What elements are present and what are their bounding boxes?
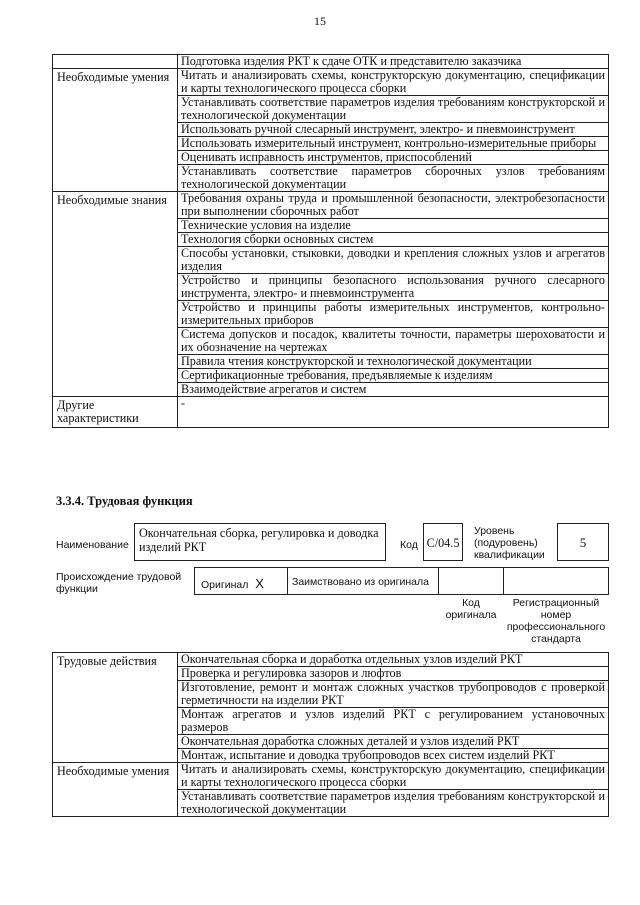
table-cell: Способы установки, стыковки, доводки и крепления сложных узлов и агрегатов изделия xyxy=(178,247,609,274)
table-cell: Правила чтения конструкторской и технологической документации xyxy=(178,355,609,369)
level-value-box xyxy=(557,523,609,561)
table-cell: Требования охраны труда и промышленной безопасности, электробезопасности при выполнении сборочных работ xyxy=(178,192,609,219)
table-cell: Устройство и принципы работы измерительных инструментов, контрольно-измерительных приборов xyxy=(178,301,609,328)
table-cell: Устанавливать соответствие параметров изделия требованиям конструкторской и технологической документации xyxy=(178,790,609,817)
table-cell: Система допусков и посадок, квалитеты точности, параметры шероховатости и их обозначение на чертежах xyxy=(178,328,609,355)
table-cell: Проверка и регулировка зазоров и люфтов xyxy=(178,667,609,681)
original-label: Оригинал xyxy=(201,579,249,591)
requirements-table-2 xyxy=(52,652,609,817)
table-cell: Технология сборки основных систем xyxy=(178,233,609,247)
code-label: Код xyxy=(400,539,418,551)
table-row xyxy=(53,653,609,667)
table-cell: Технические условия на изделие xyxy=(178,219,609,233)
origin-borrowed-box xyxy=(287,567,439,595)
requirements-table-1 xyxy=(52,54,609,428)
origin-label: Происхождение трудовой функции xyxy=(56,571,182,595)
table-cell: Сертификационные требования, предъявляемые к изделиям xyxy=(178,369,609,383)
table-cell: Устройство и принципы безопасного использования ручного слесарного инструмента, электро- и пневмоинструмента xyxy=(178,274,609,301)
table-cell: Монтаж, испытание и доводка трубопроводов всех систем изделий РКТ xyxy=(178,749,609,763)
table-cell: Устанавливать соответствие параметров изделия требованиям конструкторской и технологической документации xyxy=(178,96,609,123)
table-cell: Монтаж агрегатов и узлов изделий РКТ с регулированием установочных размеров xyxy=(178,708,609,735)
name-label: Наименование xyxy=(56,539,129,551)
table-cell: Читать и анализировать схемы, конструкторскую документацию, спецификации и карты технологического процесса сборки xyxy=(178,69,609,96)
section-title: 3.3.4. Трудовая функция xyxy=(56,494,193,508)
table-cell: Окончательная доработка сложных деталей и узлов изделий РКТ xyxy=(178,735,609,749)
table-cell: Читать и анализировать схемы, конструкторскую документацию, спецификации и карты технологического процесса сборки xyxy=(178,763,609,790)
name-value: Окончательная сборка, регулировка и доводка изделий РКТ xyxy=(139,526,379,554)
code-value-box xyxy=(423,523,463,561)
level-label: Уровень (подуровень) квалификации xyxy=(474,525,545,561)
table-row xyxy=(53,397,609,428)
table-cell: Окончательная сборка и доработка отдельных узлов изделий РКТ xyxy=(178,653,609,667)
origin-reg-box xyxy=(503,567,609,595)
table-row xyxy=(53,55,609,69)
code-value: C/04.5 xyxy=(426,536,460,550)
row-label: Трудовые действия xyxy=(53,653,178,763)
reg-number-label: Регистрационный номер профессионального стандарта xyxy=(506,597,606,645)
name-value-box xyxy=(134,523,386,561)
table-cell: Устанавливать соответствие параметров сборочных узлов требованиям технологической документации xyxy=(178,165,609,192)
table-cell: Оценивать исправность инструментов, приспособлений xyxy=(178,151,609,165)
table-cell: Использовать измерительный инструмент, контрольно-измерительные приборы xyxy=(178,137,609,151)
page-number: 15 xyxy=(314,14,326,28)
table-cell: Подготовка изделия РКТ к сдаче ОТК и представителю заказчика xyxy=(178,55,609,69)
table-row xyxy=(53,192,609,219)
table-cell: Использовать ручной слесарный инструмент, электро- и пневмоинструмент xyxy=(178,123,609,137)
level-value: 5 xyxy=(579,535,587,550)
row-label-empty xyxy=(53,55,178,69)
table-row xyxy=(53,69,609,96)
row-label: Необходимые умения xyxy=(53,763,178,817)
origin-code-box xyxy=(438,567,504,595)
table-cell: - xyxy=(178,397,609,428)
table-cell: Взаимодействие агрегатов и систем xyxy=(178,383,609,397)
original-mark: X xyxy=(255,576,264,591)
table-row xyxy=(53,763,609,790)
borrowed-label: Заимствовано из оригинала xyxy=(292,576,429,588)
origin-original-box xyxy=(194,567,288,595)
row-label: Необходимые умения xyxy=(53,69,178,192)
row-label: Необходимые знания xyxy=(53,192,178,397)
table-cell: Изготовление, ремонт и монтаж сложных участков трубопроводов с проверкой герметичности на изделии РКТ xyxy=(178,681,609,708)
row-label: Другие характеристики xyxy=(53,397,178,428)
code-original-label: Код оригинала xyxy=(445,597,497,621)
